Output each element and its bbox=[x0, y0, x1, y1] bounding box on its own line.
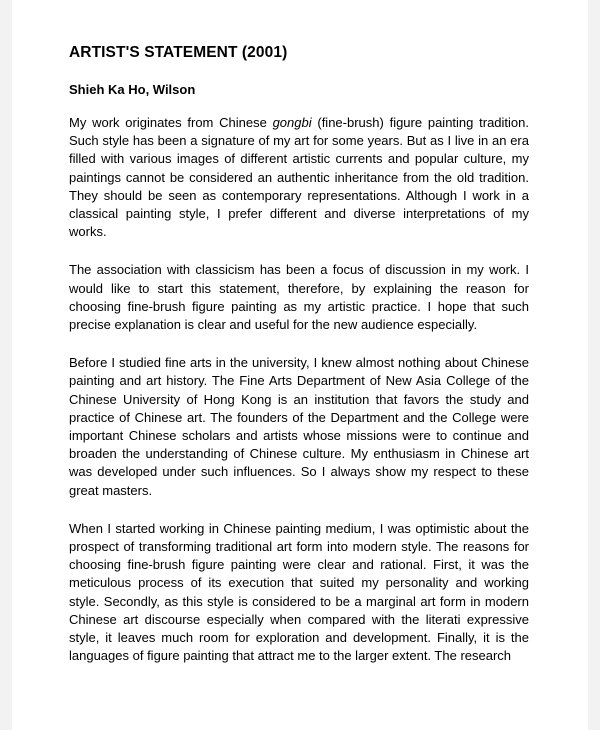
paragraph-1 bbox=[69, 114, 529, 241]
document-page bbox=[12, 0, 588, 730]
paragraph-2: The association with classicism has been a focus of discussion in my work. I would like to start this statement, therefore, by explaining the reason for choosing fine-brush figure painting as my artistic practice. I hope that such precise explanation is clear and useful for the new audience especially. bbox=[69, 262, 529, 333]
paragraph-1-italic-term: gongbi bbox=[272, 115, 312, 130]
paragraph-4: When I started working in Chinese painting medium, I was optimistic about the prospect of transforming traditional art form into modern style. The reasons for choosing fine-brush figure painting were clear and rational. First, it was the meticulous process of its execution that suited my personality and working style. Secondly, as this style is considered to be a marginal art form in modern Chinese art discourse especially when compared with the literati expressive style, it leaves much room for exploration and development. Finally, it is the languages of figure painting that attract me to the larger extent. The research bbox=[69, 520, 529, 664]
document-title: ARTIST'S STATEMENT (2001) bbox=[69, 44, 288, 61]
paragraph-3: Before I studied fine arts in the university, I knew almost nothing about Chinese painting and art history. The Fine Arts Department of New Asia College of the Chinese University of Hong Kong is an institution that favors the study and practice of Chinese art. The founders of the Department and the College were important Chinese scholars and artists whose missions were to continue and broaden the understanding of Chinese culture. My enthusiasm in Chinese art was developed under such influences. So I always show my respect to these great masters. bbox=[69, 355, 529, 498]
paragraph-1-text-end: (fine-brush) figure painting tradition. Such style has been a signature of my art for some years. But as I live in an era filled with various images of different artistic currents and popular culture, my paintings cannot be considered an authentic inheritance from the old tradition. They should be seen as contemporary representations. Although I work in a classical painting style, I prefer different and diverse interpretations of my works. bbox=[69, 115, 529, 240]
document-content bbox=[69, 42, 529, 665]
paragraph-1-text-start: My work originates from Chinese bbox=[69, 115, 273, 130]
author-name: Shieh Ka Ho, Wilson bbox=[69, 82, 196, 97]
